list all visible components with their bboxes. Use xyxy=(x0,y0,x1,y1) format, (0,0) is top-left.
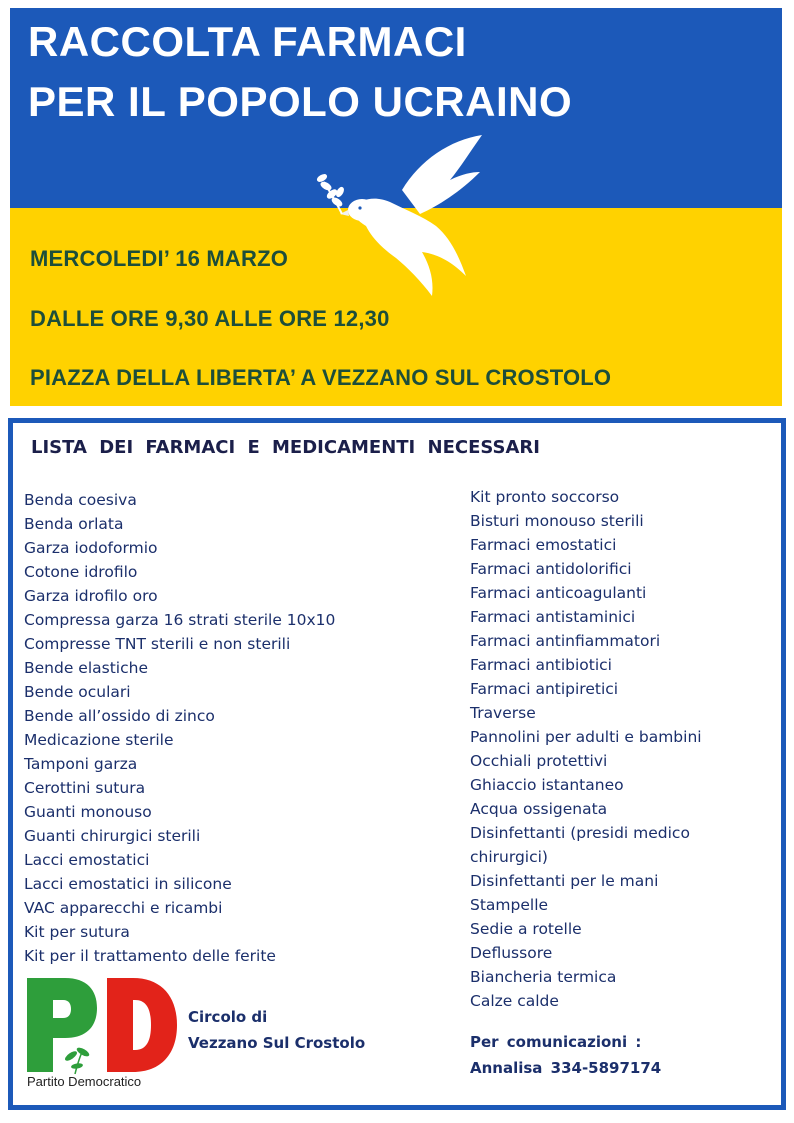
list-item: Calze calde xyxy=(470,992,559,1010)
list-item: Farmaci anticoagulanti xyxy=(470,584,647,602)
list-item: Kit pronto soccorso xyxy=(470,488,620,506)
list-item: Tamponi garza xyxy=(24,755,138,773)
event-place: PIAZZA DELLA LIBERTA’ A VEZZANO SUL CROSTOLO xyxy=(30,365,612,390)
list-item: Benda coesiva xyxy=(24,491,137,509)
list-item: Stampelle xyxy=(470,896,549,914)
list-item: Kit per il trattamento delle ferite xyxy=(24,947,276,965)
list-item: Kit per sutura xyxy=(24,923,130,941)
circolo-line-2: Vezzano Sul Crostolo xyxy=(188,1034,366,1052)
list-item: Benda orlata xyxy=(24,515,124,533)
list-item: Medicazione sterile xyxy=(24,731,174,749)
list-item: Bende all’ossido di zinco xyxy=(24,707,215,725)
list-item: Farmaci antidolorifici xyxy=(470,560,632,578)
contact-phone: Annalisa 334-5897174 xyxy=(470,1059,662,1077)
title-line-2: PER IL POPOLO UCRAINO xyxy=(28,78,573,125)
list-item: Ghiaccio istantaneo xyxy=(470,776,624,794)
logo-caption: Partito Democratico xyxy=(27,1074,142,1089)
list-item: Garza idrofilo oro xyxy=(24,587,158,605)
partito-democratico-logo xyxy=(25,976,180,1096)
list-item: Farmaci antibiotici xyxy=(470,656,612,674)
list-item: Deflussore xyxy=(470,944,553,962)
list-item: Bisturi monouso sterili xyxy=(470,512,644,530)
list-item: Traverse xyxy=(470,704,536,722)
list-item: Guanti chirurgici sterili xyxy=(24,827,201,845)
contact-label: Per comunicazioni : xyxy=(470,1033,642,1051)
list-column-2 xyxy=(470,485,770,1013)
title-line-1: RACCOLTA FARMACI xyxy=(28,18,467,65)
list-item: Pannolini per adulti e bambini xyxy=(470,728,702,746)
list-item: Lacci emostatici xyxy=(24,851,150,869)
banner xyxy=(10,8,782,406)
pd-logo-icon xyxy=(25,976,180,1076)
circolo-line-1: Circolo di xyxy=(188,1008,268,1026)
list-item: Lacci emostatici in silicone xyxy=(24,875,232,893)
medicine-list-box xyxy=(8,418,786,1110)
list-item: Disinfettanti per le mani xyxy=(470,872,659,890)
list-item: Biancheria termica xyxy=(470,968,617,986)
list-heading: LISTA DEI FARMACI E MEDICAMENTI NECESSARI xyxy=(31,437,540,458)
event-date: MERCOLEDI’ 16 MARZO xyxy=(30,246,289,271)
list-column-1 xyxy=(24,488,454,968)
list-item: Cerottini sutura xyxy=(24,779,146,797)
list-item: Compressa garza 16 strati sterile 10x10 xyxy=(24,611,336,629)
dove-icon xyxy=(310,130,495,300)
event-time: DALLE ORE 9,30 ALLE ORE 12,30 xyxy=(30,306,390,331)
list-item: Bende elastiche xyxy=(24,659,148,677)
list-item: Farmaci emostatici xyxy=(470,536,617,554)
list-item: Garza iodoformio xyxy=(24,539,158,557)
list-item: Acqua ossigenata xyxy=(470,800,608,818)
list-item: Compresse TNT sterili e non sterili xyxy=(24,635,291,653)
list-item: Farmaci antistaminici xyxy=(470,608,636,626)
list-item: Disinfettanti (presidi medico chirurgici) xyxy=(470,824,690,866)
list-item: Cotone idrofilo xyxy=(24,563,138,581)
list-item: Guanti monouso xyxy=(24,803,152,821)
list-item: Occhiali protettivi xyxy=(470,752,608,770)
list-item: Farmaci antipiretici xyxy=(470,680,619,698)
list-item: Sedie a rotelle xyxy=(470,920,582,938)
list-item: Farmaci antinfiammatori xyxy=(470,632,661,650)
list-item: Bende oculari xyxy=(24,683,131,701)
list-item: VAC apparecchi e ricambi xyxy=(24,899,223,917)
